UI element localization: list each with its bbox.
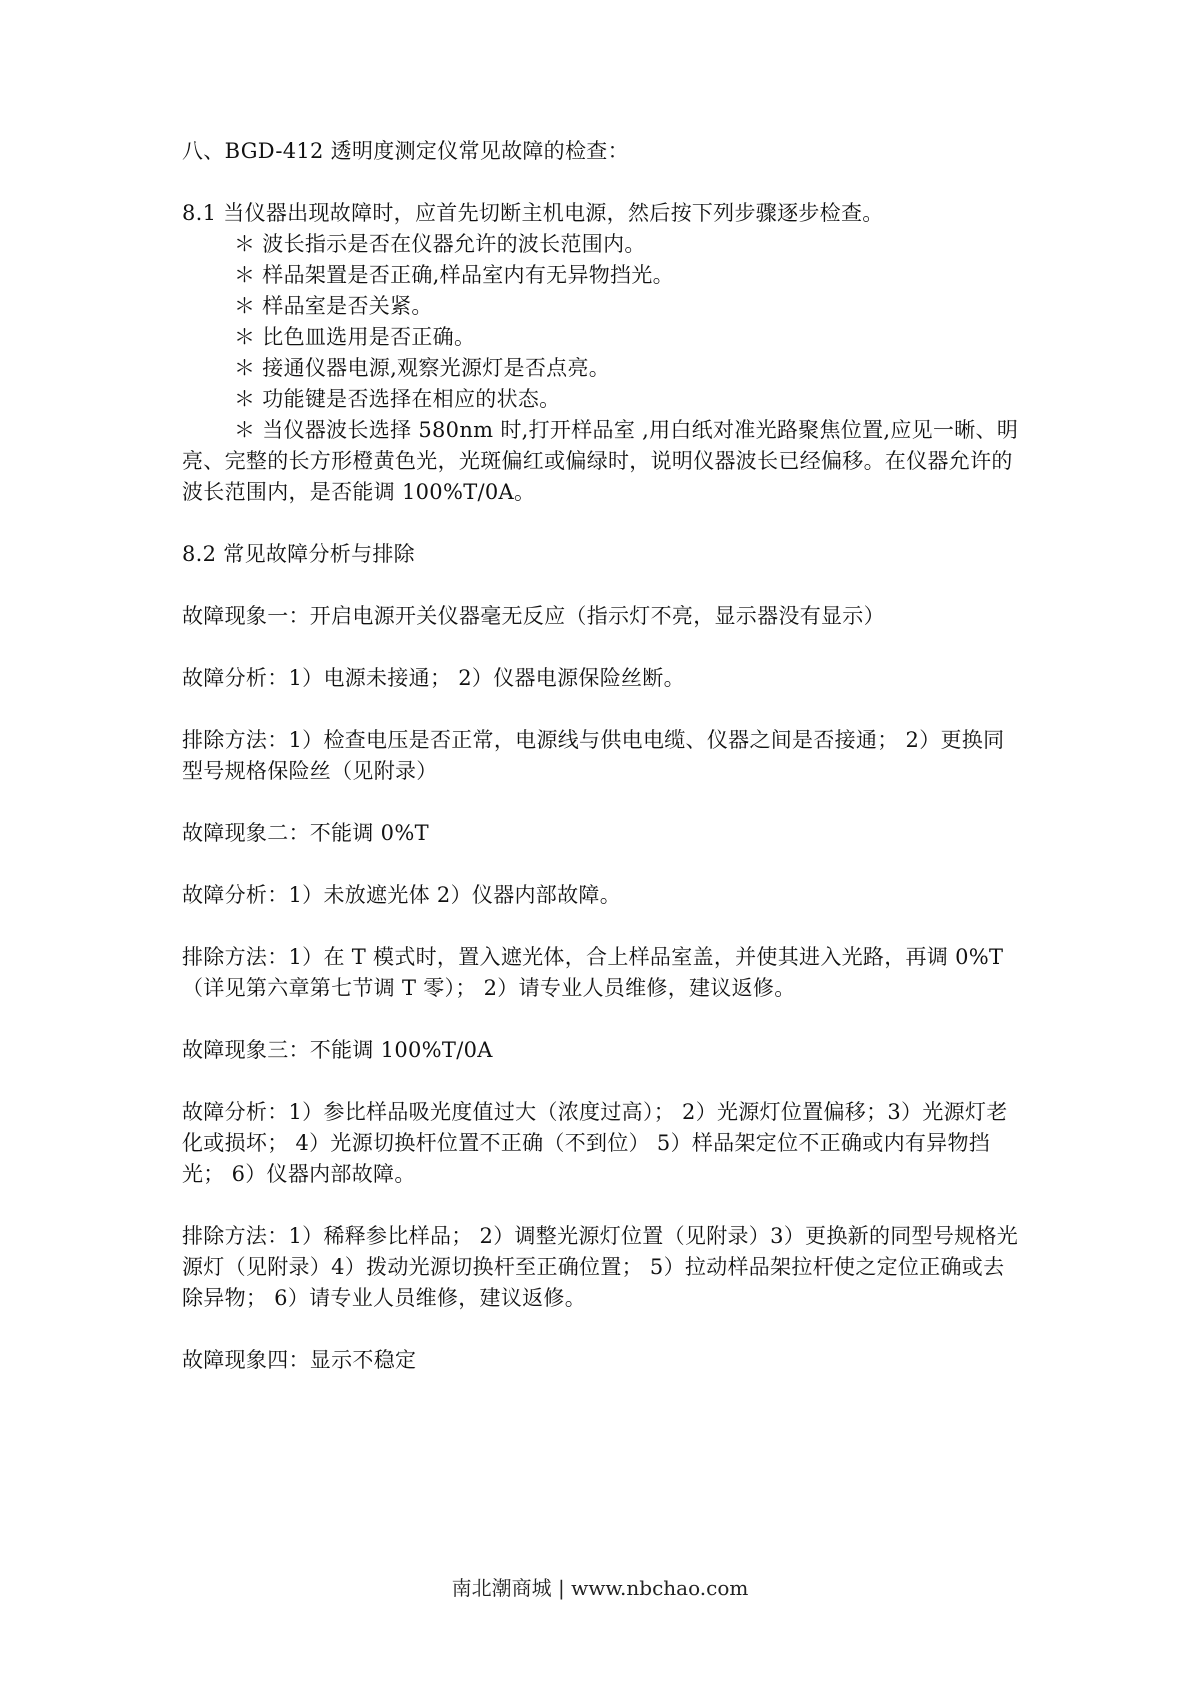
- spacer: [182, 911, 1022, 942]
- page-content: [182, 136, 1022, 1376]
- check-item: ＊ 接通仪器电源,观察光源灯是否点亮。: [234, 356, 611, 380]
- spacer: [182, 570, 1022, 601]
- section-heading: 八、BGD-412 透明度测定仪常见故障的检查：: [182, 139, 629, 163]
- fault-3-symptom: 故障现象三：不能调 100%T/0A: [182, 1038, 493, 1062]
- spacer: [182, 1004, 1022, 1035]
- fault-3-remedy: 排除方法：1）稀释参比样品； 2）调整光源灯位置（见附录）3）更换新的同型号规格光源灯（见附录）4）拨动光源切换杆至正确位置； 5）拉动样品架拉杆使之定位正确或去除异物； 6）请专业人员维修，建议返修。: [182, 1224, 1019, 1310]
- fault-2-analysis: 故障分析：1）未放遮光体 2）仪器内部故障。: [182, 883, 621, 907]
- check-item: ＊ 波长指示是否在仪器允许的波长范围内。: [234, 232, 646, 256]
- fault-2-symptom: 故障现象二：不能调 0%T: [182, 821, 429, 845]
- spacer: [182, 849, 1022, 880]
- fault-2-remedy: 排除方法：1）在 T 模式时，置入遮光体，合上样品室盖，并使其进入光路，再调 0%T（详见第六章第七节调 T 零）； 2）请专业人员维修，建议返修。: [182, 945, 1004, 1000]
- check-item-wavelength: ＊ 当仪器波长选择 580nm 时,打开样品室 ,用白纸对准光路聚焦位置,应见一晰、明亮、完整的长方形橙黄色光，光斑偏红或偏绿时，说明仪器波长已经偏移。在仪器允许的波长范围内，是否能调 100%T/0A。: [182, 418, 1019, 504]
- check-item: ＊ 样品室是否关紧。: [234, 294, 433, 318]
- spacer: [182, 1066, 1022, 1097]
- page-footer: 南北潮商城 | www.nbchao.com: [451, 1576, 749, 1600]
- spacer: [182, 167, 1022, 198]
- spacer: [182, 787, 1022, 818]
- spacer: [182, 1314, 1022, 1345]
- fault-3-analysis: 故障分析：1）参比样品吸光度值过大（浓度过高）； 2）光源灯位置偏移；3）光源灯老化或损坏； 4）光源切换杆位置不正确（不到位） 5）样品架定位不正确或内有异物挡光； 6）仪器内部故障。: [182, 1100, 1008, 1186]
- fault-1-analysis: 故障分析：1）电源未接通； 2）仪器电源保险丝断。: [182, 666, 685, 690]
- section-8-1-intro: 8.1 当仪器出现故障时，应首先切断主机电源，然后按下列步骤逐步检查。: [182, 201, 884, 225]
- spacer: [182, 694, 1022, 725]
- check-item: ＊ 样品架置是否正确,样品室内有无异物挡光。: [234, 263, 674, 287]
- section-8-2-title: 8.2 常见故障分析与排除: [182, 542, 415, 566]
- spacer: [182, 508, 1022, 539]
- fault-1-remedy: 排除方法：1）检查电压是否正常，电源线与供电电缆、仪器之间是否接通； 2）更换同型号规格保险丝（见附录）: [182, 728, 1005, 783]
- check-item: ＊ 比色皿选用是否正确。: [234, 325, 476, 349]
- check-item: ＊ 功能键是否选择在相应的状态。: [234, 387, 561, 411]
- spacer: [182, 1190, 1022, 1221]
- spacer: [182, 632, 1022, 663]
- fault-4-symptom: 故障现象四：显示不稳定: [182, 1348, 417, 1372]
- fault-1-symptom: 故障现象一：开启电源开关仪器毫无反应（指示灯不亮，显示器没有显示）: [182, 604, 885, 628]
